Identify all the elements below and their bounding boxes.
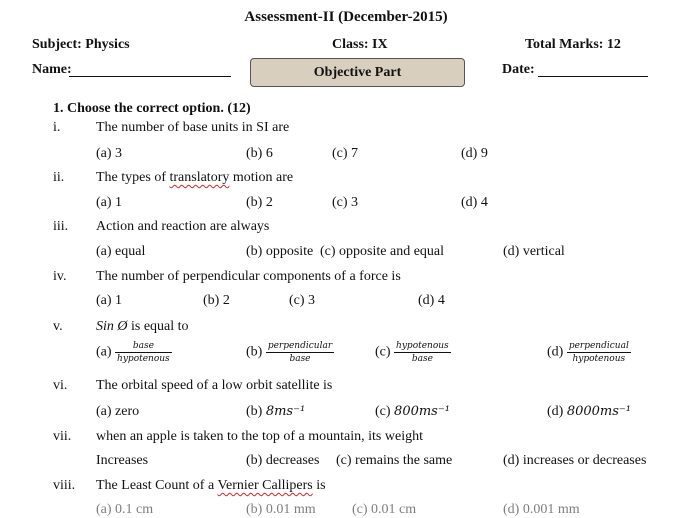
option-b: (b) 6 — [246, 146, 273, 161]
option-d: (d) 0.001 mm — [503, 502, 580, 517]
option-c: (c) 3 — [289, 293, 316, 308]
option-a: (a) zero — [96, 404, 140, 419]
class-label: Class: IX — [332, 37, 388, 52]
option-d: (d) 9 — [461, 146, 488, 161]
question-text: Sin Ø is equal to — [96, 319, 189, 334]
option-d: (d) 4 — [418, 293, 445, 308]
name-field-line[interactable] — [69, 62, 231, 77]
option-c: (c) opposite and equal — [320, 244, 445, 259]
question-number: vii. — [53, 429, 72, 444]
option-c: (c) 0.01 cm — [352, 502, 417, 517]
option-b: (b) 0.01 mm — [246, 502, 316, 517]
option-a: (a) equal — [96, 244, 146, 259]
question-text: The number of base units in SI are — [96, 120, 290, 135]
question-text: The types of translatory motion are — [96, 170, 294, 185]
option-c: (c) 3 — [332, 195, 359, 210]
option-a: (a) 3 — [96, 146, 123, 161]
option-b: (b) 2 — [203, 293, 230, 308]
assessment-title: Assessment-II (December-2015) — [244, 9, 448, 25]
question-number: v. — [53, 319, 63, 334]
question-text: The number of perpendicular components of a force is — [96, 269, 401, 284]
option-c: (c) $\frac{\text{hypotenous}}{\text{base}}$ — [375, 341, 449, 364]
option-d: (d) vertical — [503, 244, 565, 259]
option-b: (b) opposite — [246, 244, 314, 259]
name-label: Name: — [32, 62, 72, 77]
option-d: (d) increases or decreases — [503, 453, 647, 468]
option-a: (a) $\frac{\text{base}}{\text{hypotenous}}$ — [96, 341, 170, 364]
option-a: (a) 1 — [96, 293, 123, 308]
question-text: when an apple is taken to the top of a mountain, its weight — [96, 429, 423, 444]
question-text: The orbital speed of a low orbit satellite is — [96, 378, 333, 393]
option-c: (c) remains the same — [336, 453, 453, 468]
option-a: (a) 1 — [96, 195, 123, 210]
option-a: (a) 0.1 cm — [96, 502, 154, 517]
option-d: (d) 4 — [461, 195, 488, 210]
option-c: (c) 800ms⁻¹ — [375, 404, 450, 419]
option-b: (b) $\frac{\text{perpendicular}}{\text{base}}$ — [246, 341, 333, 364]
question-number: viii. — [53, 478, 76, 493]
option-c: (c) 7 — [332, 146, 359, 161]
subject-label: Subject: Physics — [32, 37, 130, 52]
total-marks-label: Total Marks: 12 — [525, 37, 621, 52]
option-a: Increases — [96, 453, 149, 468]
option-b: (b) decreases — [246, 453, 320, 468]
option-b: (b) 8ms⁻¹ — [246, 404, 306, 419]
question-number: vi. — [53, 378, 68, 393]
date-field-line[interactable] — [538, 62, 648, 77]
question-number: i. — [53, 120, 61, 135]
objective-part-box: Objective Part — [250, 58, 465, 87]
question-text: Action and reaction are always — [96, 219, 270, 234]
date-label: Date: — [502, 62, 535, 77]
option-b: (b) 2 — [246, 195, 273, 210]
option-d: (d) 8000ms⁻¹ — [547, 404, 631, 419]
section-heading: 1. Choose the correct option. (12) — [53, 101, 251, 116]
question-text: The Least Count of a Vernier Callipers is — [96, 478, 326, 493]
question-number: ii. — [53, 170, 65, 185]
question-number: iv. — [53, 269, 67, 284]
question-number: iii. — [53, 219, 69, 234]
option-d: (d) $\frac{\text{perpendicual}}{\text{hypotenous}}$ — [547, 341, 629, 364]
